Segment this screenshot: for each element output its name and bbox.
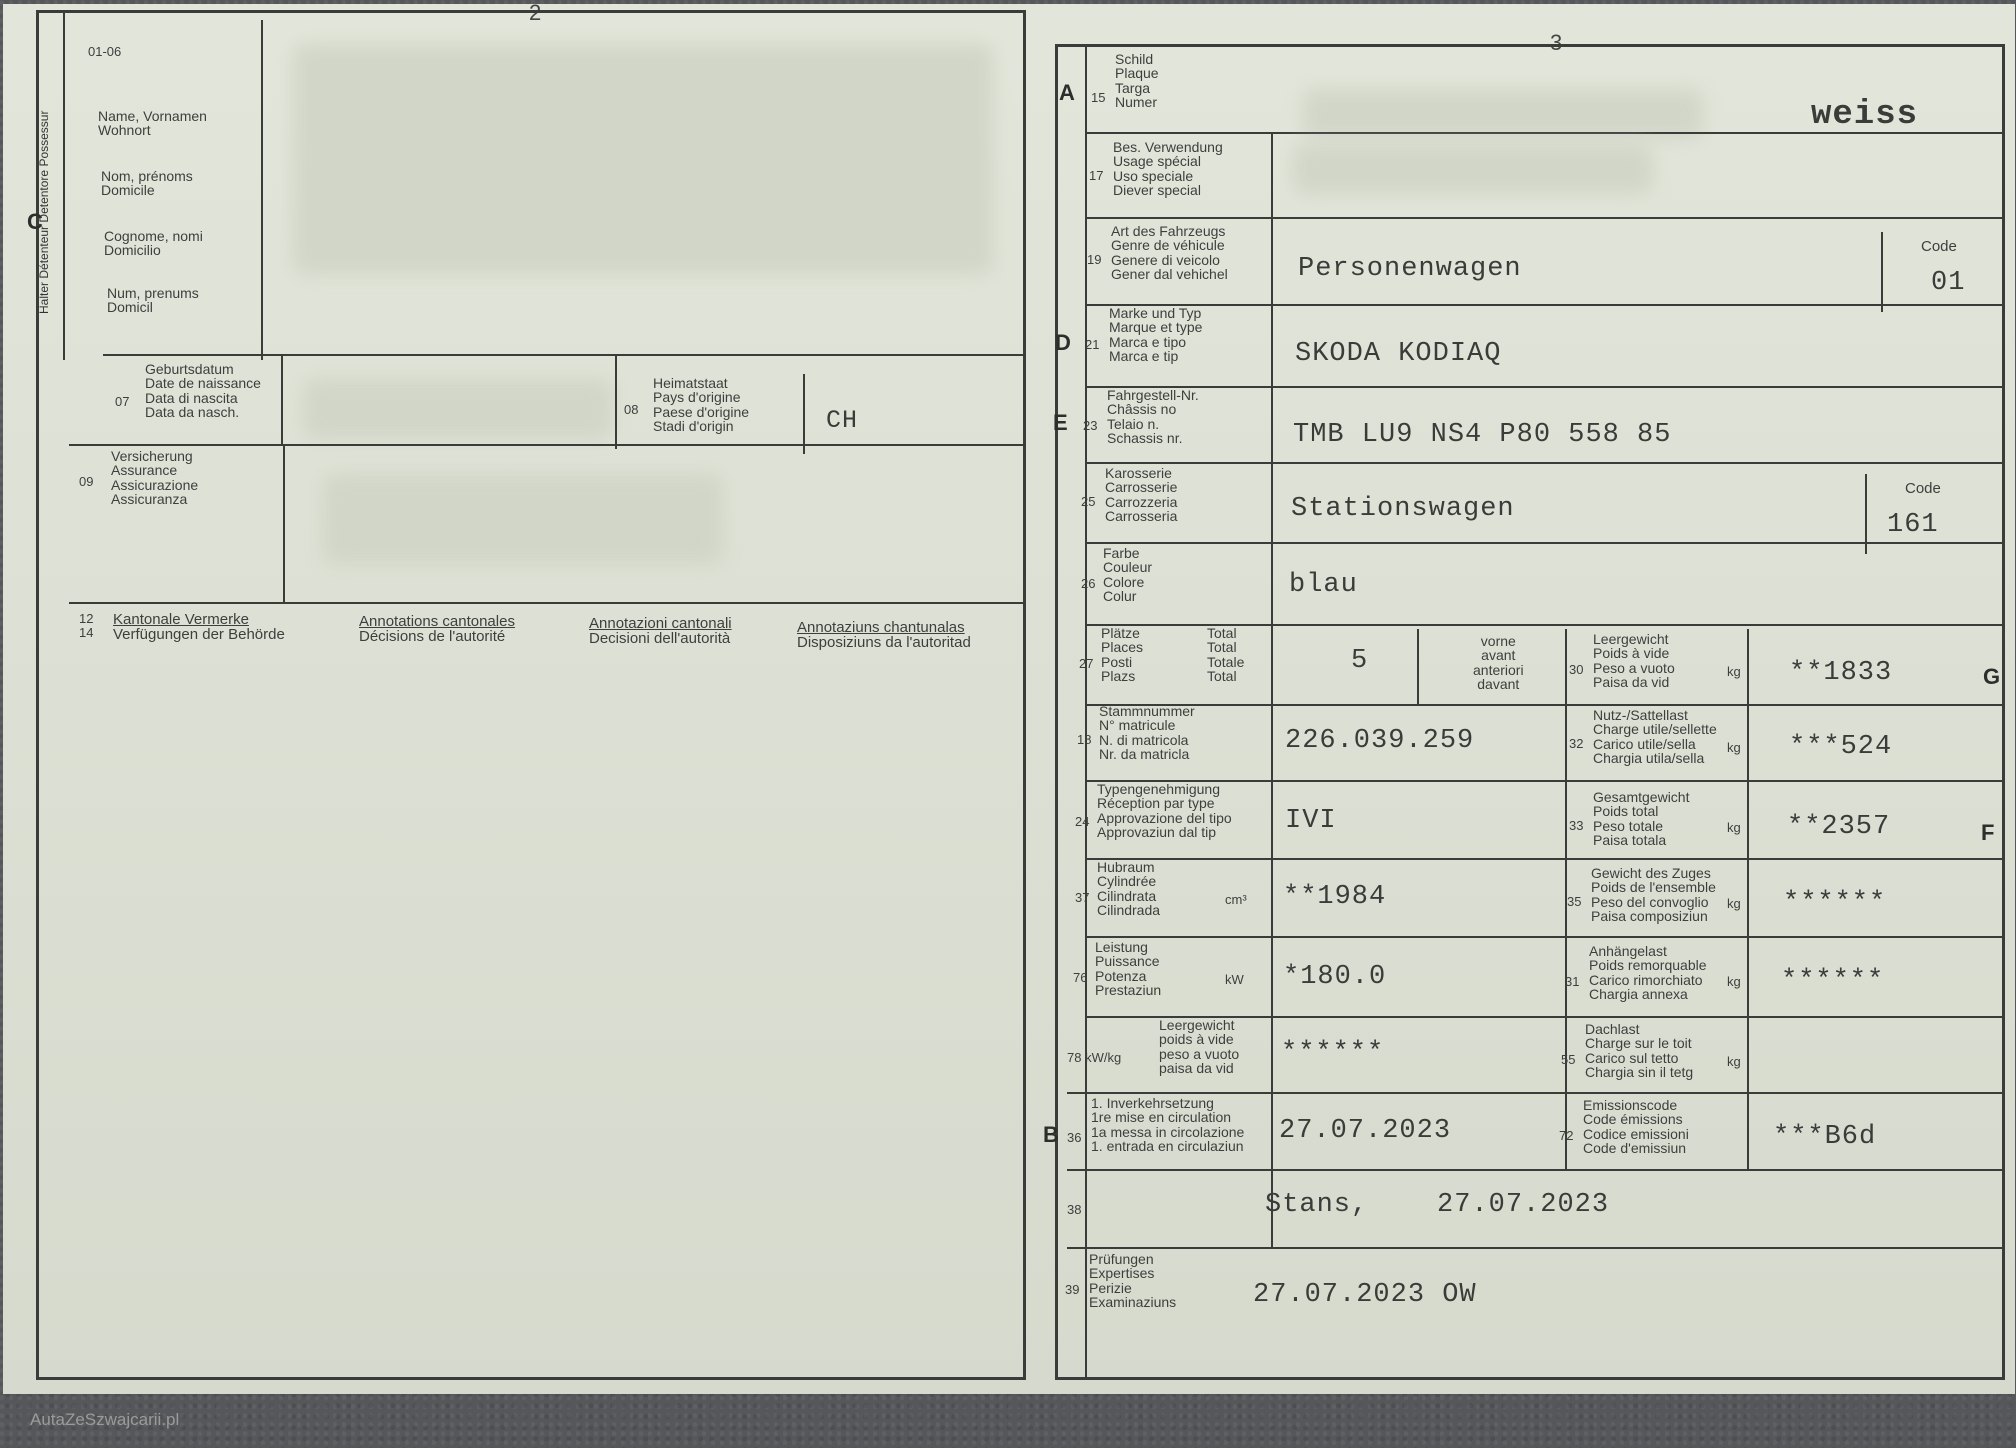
- unit-divider: [1747, 629, 1749, 1169]
- side-letter-e: E: [1053, 410, 1068, 435]
- row-line: [1085, 386, 2005, 388]
- row18-code: 18: [1077, 732, 1092, 747]
- row-line: [1067, 1169, 2005, 1171]
- side-letter-d: D: [1055, 330, 1071, 355]
- row38-code: 38: [1067, 1202, 1082, 1217]
- row25-labels: Karosserie Carrosserie Carrozzeria Carrosseria: [1105, 465, 1178, 524]
- row31-code: 31: [1565, 974, 1580, 989]
- holder-vertical-label: Halter Détenteur Detentore Possessur: [37, 110, 51, 314]
- row38-value: Stans, 27.07.2023: [1265, 1190, 1610, 1220]
- row-line: [1085, 132, 2005, 134]
- row-line: [1085, 542, 2005, 544]
- page-number-left: 2: [529, 0, 542, 25]
- row-line: [1067, 1092, 2005, 1094]
- row76-value: *180.0: [1283, 962, 1387, 992]
- row76-code: 76: [1073, 970, 1088, 985]
- row15-code: 15: [1091, 90, 1106, 105]
- registration-document: [3, 0, 2015, 1394]
- row15-labels: Schild Plaque Targa Numer: [1115, 51, 1159, 110]
- row31-labels: Anhängelast Poids remorquable Carico rimorchiato Chargia annexa: [1589, 943, 1707, 1002]
- row19-type-code: 01: [1931, 268, 1966, 298]
- row-line: [1085, 704, 2005, 706]
- row25-code: 25: [1081, 494, 1096, 509]
- label-column-line: [1271, 132, 1273, 1247]
- row35-code: 35: [1567, 894, 1582, 909]
- row32-labels: Nutz-/Sattellast Charge utile/sellette Carico utile/sella Chargia utila/sella: [1593, 707, 1717, 766]
- row23-code: 23: [1083, 418, 1098, 433]
- row55-code: 55: [1561, 1052, 1576, 1067]
- side-letter-b: B: [1043, 1122, 1059, 1147]
- row39-labels: Prüfungen Expertises Perizie Examinaziuns: [1089, 1251, 1177, 1310]
- row32-unit: kg: [1727, 740, 1741, 755]
- row21-code: 21: [1085, 337, 1100, 352]
- row36-code: 36: [1067, 1130, 1082, 1145]
- row26-labels: Farbe Couleur Colore Colur: [1103, 545, 1153, 604]
- row23-labels: Fahrgestell-Nr. Châssis no Telaio n. Schassis nr.: [1107, 387, 1199, 446]
- row72-labels: Emissionscode Code émissions Codice emissioni Code d'emissiun: [1583, 1097, 1689, 1156]
- row78-labels: Leergewicht poids à vide peso a vuoto paisa da vid: [1159, 1017, 1240, 1076]
- row19-code-divider: [1881, 232, 1883, 312]
- row37-labels: Hubraum Cylindrée Cilindrata Cilindrada: [1097, 859, 1161, 918]
- row23-value: TMB LU9 NS4 P80 558 85: [1293, 420, 1672, 450]
- row18-labels: Stammnummer N° matricule N. di matricola Nr. da matricla: [1099, 703, 1195, 762]
- row25-code-header: Code: [1905, 480, 1941, 497]
- row19-value: Personenwagen: [1298, 254, 1522, 284]
- row-line: [1067, 1247, 2005, 1249]
- section-letter-c: C: [27, 209, 43, 234]
- holder-label-it: Cognome, nomi Domicilio: [104, 228, 203, 259]
- row36-labels: 1. Inverkehrsetzung 1re mise en circulation 1a messa in circolazione 1. entrada en circulaziun: [1091, 1095, 1245, 1154]
- row27-code: 27: [1079, 656, 1094, 671]
- row35-value: ******: [1783, 888, 1887, 918]
- insurance-code: 09: [79, 474, 94, 489]
- redacted-insurance: [323, 474, 723, 564]
- row31-value: ******: [1781, 966, 1885, 996]
- code-column-line: [1085, 44, 1087, 1380]
- redacted-holder: [293, 44, 993, 274]
- insurance-divider: [283, 444, 285, 604]
- holder-label-rm: Num, prenums Domicil: [107, 285, 199, 316]
- holder-label-de: Name, Vornamen Wohnort: [98, 108, 207, 139]
- watermark: AutaZeSzwajcarii.pl: [30, 1410, 180, 1429]
- row17-labels: Bes. Verwendung Usage spécial Uso speciale Diever special: [1113, 139, 1223, 198]
- page-number-right: 3: [1550, 30, 1563, 55]
- row15-value: weiss: [1811, 96, 1919, 134]
- row25-type-code: 161: [1887, 510, 1939, 540]
- annotation-col-rm: Annotaziuns chantunalas Disposiziuns da l'autoritad: [797, 619, 971, 652]
- holder-label-fr: Nom, prénoms Domicile: [101, 168, 193, 199]
- annotation-col-it: Annotazioni cantonali Decisioni dell'autorità: [589, 615, 732, 648]
- row26-code: 26: [1081, 576, 1096, 591]
- row21-value: SKODA KODIAQ: [1295, 339, 1502, 369]
- row76-labels: Leistung Puissance Potenza Prestaziun: [1095, 939, 1162, 998]
- side-letter-a: A: [1059, 80, 1075, 105]
- insurance-labels: Versicherung Assurance Assicurazione Assicuranza: [111, 448, 199, 507]
- row30-unit: kg: [1727, 664, 1741, 679]
- redacted-special-use: [1293, 144, 1653, 194]
- row-line: [103, 354, 1023, 356]
- row30-code: 30: [1569, 662, 1584, 677]
- row27-front-labels: vorne avant anteriori davant: [1473, 633, 1524, 692]
- row25-value: Stationswagen: [1291, 494, 1515, 524]
- redacted-birthdate: [303, 379, 613, 439]
- row35-unit: kg: [1727, 896, 1741, 911]
- row37-unit: cm³: [1225, 892, 1247, 907]
- row37-code: 37: [1075, 890, 1090, 905]
- origin-divider: [615, 354, 617, 449]
- origin-value: CH: [826, 406, 859, 435]
- row31-unit: kg: [1727, 974, 1741, 989]
- origin-value-divider: [803, 374, 805, 454]
- row26-value: blau: [1289, 570, 1358, 600]
- row-line: [1085, 462, 2005, 464]
- row24-labels: Typengenehmigung Réception par type Approvazione del tipo Approvaziun dal tip: [1097, 781, 1232, 840]
- row33-labels: Gesamtgewicht Poids total Peso totale Paisa totala: [1593, 789, 1690, 848]
- row37-value: **1984: [1283, 882, 1387, 912]
- row19-code: 19: [1087, 252, 1102, 267]
- row21-labels: Marke und Typ Marque et type Marca e tipo Marca e tip: [1109, 305, 1203, 364]
- side-letter-f: F: [1981, 820, 1995, 845]
- row24-code: 24: [1075, 814, 1090, 829]
- row19-code-header: Code: [1921, 238, 1957, 255]
- row55-unit: kg: [1727, 1054, 1741, 1069]
- annotation-col-de: Kantonale Vermerke Verfügungen der Behörde: [113, 611, 285, 644]
- row33-value: **2357: [1787, 812, 1891, 842]
- row19-labels: Art des Fahrzeugs Genre de véhicule Genere di veicolo Gener dal vehichel: [1111, 223, 1228, 282]
- row27-labels: Plätze Places Posti Plazs: [1101, 625, 1144, 684]
- row27-total-labels: Total Total Totale Total: [1207, 625, 1245, 684]
- row76-unit: kW: [1225, 972, 1244, 987]
- row-line: [1085, 217, 2005, 219]
- row72-value: ***B6d: [1773, 1122, 1877, 1152]
- row-line: [69, 444, 1024, 446]
- row-line: [69, 602, 1024, 604]
- annotation-col-fr: Annotations cantonales Décisions de l'autorité: [359, 613, 515, 646]
- origin-labels: Heimatstaat Pays d'origine Paese d'origine Stadi d'origin: [653, 375, 750, 434]
- row-line: [1085, 858, 2005, 860]
- row30-value: **1833: [1789, 658, 1893, 688]
- annotation-codes: 12 14: [79, 611, 94, 640]
- row78-value: ******: [1281, 1038, 1385, 1068]
- birth-divider: [281, 354, 283, 444]
- birth-labels: Geburtsdatum Date de naissance Data di nascita Data da nasch.: [145, 361, 261, 420]
- row27-value: 5: [1351, 646, 1369, 676]
- row78-code: 78 kW/kg: [1067, 1050, 1122, 1065]
- row-line: [1085, 936, 2005, 938]
- row55-labels: Dachlast Charge sur le toit Carico sul tetto Chargia sin il tetg: [1585, 1021, 1694, 1080]
- row33-code: 33: [1569, 818, 1584, 833]
- birth-code: 07: [115, 394, 130, 409]
- side-letter-g: G: [1983, 664, 2001, 689]
- row32-code: 32: [1569, 736, 1584, 751]
- row18-value: 226.039.259: [1285, 726, 1475, 756]
- row27-divider: [1417, 629, 1419, 704]
- row33-unit: kg: [1727, 820, 1741, 835]
- row32-value: ***524: [1789, 732, 1893, 762]
- row72-code: 72: [1559, 1128, 1574, 1143]
- origin-code: 08: [624, 402, 639, 417]
- row-line: [1085, 304, 2005, 306]
- holder-field-code: 01-06: [88, 44, 122, 59]
- row35-labels: Gewicht des Zuges Poids de l'ensemble Peso del convoglio Paisa composiziun: [1591, 865, 1716, 924]
- holder-value-divider: [261, 20, 263, 360]
- row17-code: 17: [1089, 168, 1104, 183]
- row39-code: 39: [1065, 1282, 1080, 1297]
- row24-value: IVI: [1285, 806, 1337, 836]
- row36-value: 27.07.2023: [1279, 1116, 1452, 1146]
- row30-labels: Leergewicht Poids à vide Peso a vuoto Paisa da vid: [1593, 631, 1675, 690]
- holder-divider: [63, 10, 65, 360]
- row39-value: 27.07.2023 OW: [1253, 1280, 1477, 1310]
